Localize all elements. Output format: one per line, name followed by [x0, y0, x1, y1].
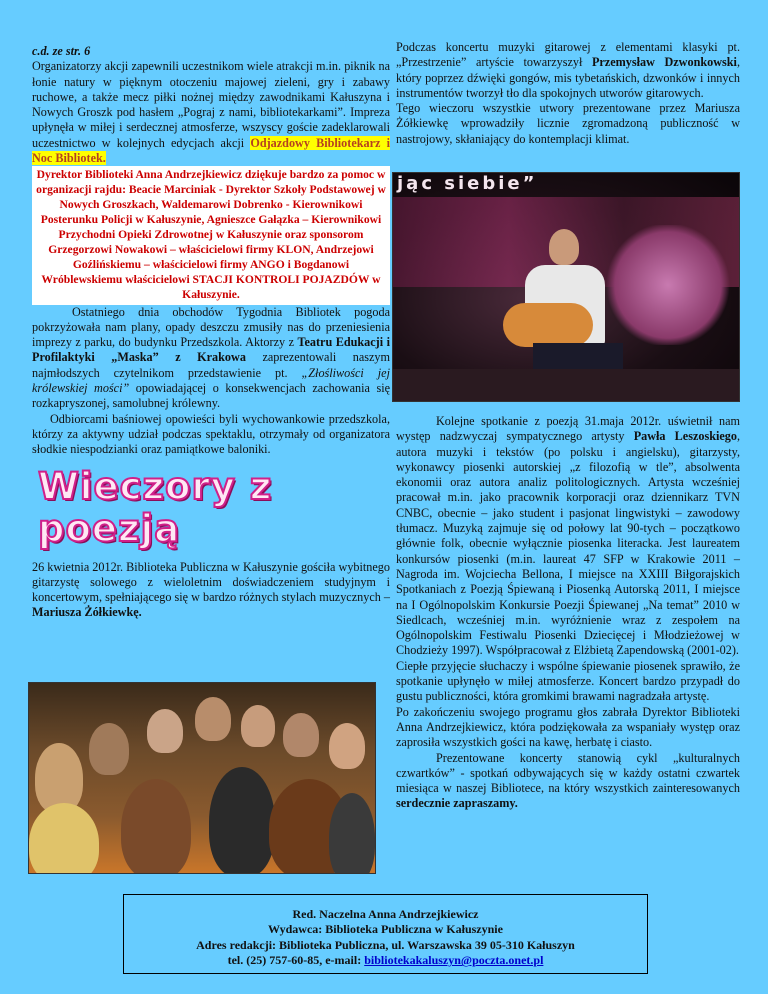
poetry-paragraph-3: Po zakończeniu swojego programu głos zabrała Dyrektor Biblioteki Anna Andrzejkiewicz, która podziękowała za wspaniały występ oraz zaprosiła wszystkich gości na kawę, herbatę i ciasto. — [396, 704, 740, 750]
editorial-footer — [123, 894, 648, 974]
continuation-note: c.d. ze str. 6 — [32, 44, 91, 58]
guitarist-name: Mariusza Żółkiewkę. — [32, 605, 142, 620]
paragraph-text: Prezentowane koncerty stanowią cykl „kulturalnych czwartków” - spotkań odbywających się w każdy ostatni czwartek miesiąca w naszej Bibliotece, na który wszystkich zainteresowanych — [396, 750, 740, 796]
concert-paragraph-2: Tego wieczoru wszystkie utwory prezentowane przez Mariusza Żółkiewkę wprowadziły licznie zgromadzoną publiczność w nastrojowy, skłaniający do kontemplacji klimat. — [396, 101, 740, 146]
article-paragraph-3: Odbiorcami baśniowej opowieści byli wychowankowie przedszkola, którzy za aktywny udział podczas spektaklu, otrzymały od organizatora słodkie niespodzianki oraz pamiątkowe baloniki. — [32, 411, 390, 457]
article-paragraph-4 — [32, 560, 390, 621]
paragraph-text: Podczas koncertu muzyki gitarowej z elementami klasyki pt. „Przestrzenie” artyście towarzyszył — [396, 40, 740, 70]
paragraph-text: Ostatniego dnia obchodów Tygodnia Bibliotek pogoda pokrzyżowała nam plany, opady deszczu zmusiły nas do przeniesienia imprezy z parku, do budynku Przedszkola. Aktorzy z — [32, 304, 390, 350]
address-line: Adres redakcji: Biblioteka Publiczna, ul. Warszawska 39 05-310 Kałuszyn — [196, 937, 575, 952]
thanks-box: Dyrektor Biblioteki Anna Andrzejkiewicz dziękuje bardzo za pomoc w organizacji rajdu: Beacie Marciniak - Dyrektor Szkoły Podstawowej w Nowych Groszkach, Waldemarowi Dobrenko - Kierownikowi Posterunku Policji w Kałuszynie, Agnieszce Gałązka – Kierownikowi Przychodni Opieki Zdrowotnej w Kałuszynie oraz sponsorom Grzegorzowi Nowakowi – właścicielowi firmy KLON, Andrzejowi Goźlińskiemu – właścicielowi firmy ANGO i Bogdanowi Wróblewskiemu właścicielowi STACJI KONTROLI POJAZDÓW w Kałuszynie. — [32, 166, 390, 304]
article-paragraph-1 — [32, 59, 390, 166]
email-link[interactable]: bibliotekakaluszyn@poczta.onet.pl — [364, 953, 544, 968]
contact-line — [124, 953, 647, 968]
highlighted-event-names: Odjazdowy Bibliotekarz i Noc Bibliotek. — [32, 135, 390, 166]
poetry-paragraph-4 — [396, 751, 740, 812]
concert-paragraph — [396, 40, 740, 101]
artist-name: Pawła Leszoskiego — [633, 429, 737, 444]
photo-backdrop-sign: jąc siebie” — [397, 173, 538, 194]
article-paragraph-2 — [32, 305, 390, 412]
audience-photo — [28, 682, 376, 874]
right-column — [396, 40, 740, 147]
poetry-paragraph — [396, 414, 740, 659]
guitarist-photo — [392, 172, 740, 402]
play-title: „Złośliwości jej królewskiej mości” — [32, 365, 390, 396]
right-column-lower — [396, 414, 740, 812]
section-banner-title: Wieczory z poezją — [38, 464, 273, 550]
musician-name: Przemysław Dzwonkowski — [591, 55, 737, 70]
paragraph-text: Organizatorzy akcji zapewnili uczestnikom wiele atrakcji m.in. piknik na łonie natury w pięknym otoczeniu majowej zieleni, gry i zabawy ruchowe, a także mecz piłki nożnej między zawodnikami Kałuszyna i Nowych Groszk pod hasłem „Pograj z nami, bibliotekarkami”. Impreza upłynęła w miłej i serdecznej atmosferze, wszyscy goście zadeklarowali uczestnictwo w kolejnych edycjach akcji — [32, 59, 390, 150]
theater-name: Teatru Edukacji i Profilaktyki „Maska” z Krakowa — [32, 335, 390, 365]
phone-text: tel. (25) 757-60-85, e-mail: — [227, 953, 365, 968]
paragraph-text: , autora muzyki i tekstów (po polsku i angielsku), gitarzysty, wykonawcy piosenki autorskiej „z filozofią w tle”, absolwenta ekonomii oraz autora analiz politologicznych. Artysta wcześniej pracował m.in. jako pracownik korporacji oraz dziennikarz TVN CNBC, obecnie – jako student i pasjonat lingwistyki – zawodowy tłumacz. Muzyką zajmuje się od połowy lat 90-tych – początkowo głównie folk, obecnie wyłącznie piosenka literacka. Jest laureatem konkursów piosenki (m.in. laureat 47 SFP w Krakowie 2011 – Nagroda im. Wojciecha Bellona, I miejsce na XXIII Biłgorajskich Spotkaniach z Poezją Śpiewaną i Piosenką Autorską 2011, I miejsce na I Ogólnopolskim Konkursie Poezji Śpiewanej „Na temat” 2010 w Siedlcach, wcześniej m.in. wyróżnienie wraz z zespołem na Ogólnopolskim Festiwalu Piosenki Dziecięcej i Młodzieżowej w Chodzieży 1997). Współpracował z Elżbietą Zapendowską (2001-02). — [396, 429, 741, 658]
poetry-paragraph-2: Ciepłe przyjęcie słuchaczy i wspólne śpiewanie piosenek sprawiło, że spotkanie upłynęło w miłej atmosferze. Koncert bardzo przypadł do gustu publiczności, która gromkimi brawami nagradzała artystę. — [396, 658, 740, 704]
invitation-text: serdecznie zapraszamy. — [396, 796, 518, 811]
paragraph-text: , który poprzez dźwięki gongów, mis tybetańskich, dzwonków i innych instrumentów tworzył tło dla spokojnych utworów gitarowych. — [396, 55, 740, 100]
left-column — [32, 44, 390, 621]
paragraph-text: 26 kwietnia 2012r. Biblioteka Publiczna w Kałuszynie gościła wybitnego gitarzystę solowego z wieloletnim doświadczeniem studyjnym i koncertowym, spełniającego się w bardzo różnych stylach muzycznych – — [32, 559, 390, 605]
paragraph-text: opowiadającej o konsekwencjach zachowania się rozkapryszonej, samolubnej królewny. — [32, 381, 390, 411]
editor-line: Red. Naczelna Anna Andrzejkiewicz — [292, 907, 479, 921]
paragraph-text: Kolejne spotkanie z poezją 31.maja 2012r. uświetnił nam występ nadzwyczaj sympatycznego artysty — [396, 414, 740, 444]
publisher-line: Wydawca: Biblioteka Publiczna w Kałuszynie — [268, 922, 503, 937]
paragraph-text: zaprezentowali naszym najmłodszych czytelnikom przedstawienie pt. — [32, 350, 390, 380]
